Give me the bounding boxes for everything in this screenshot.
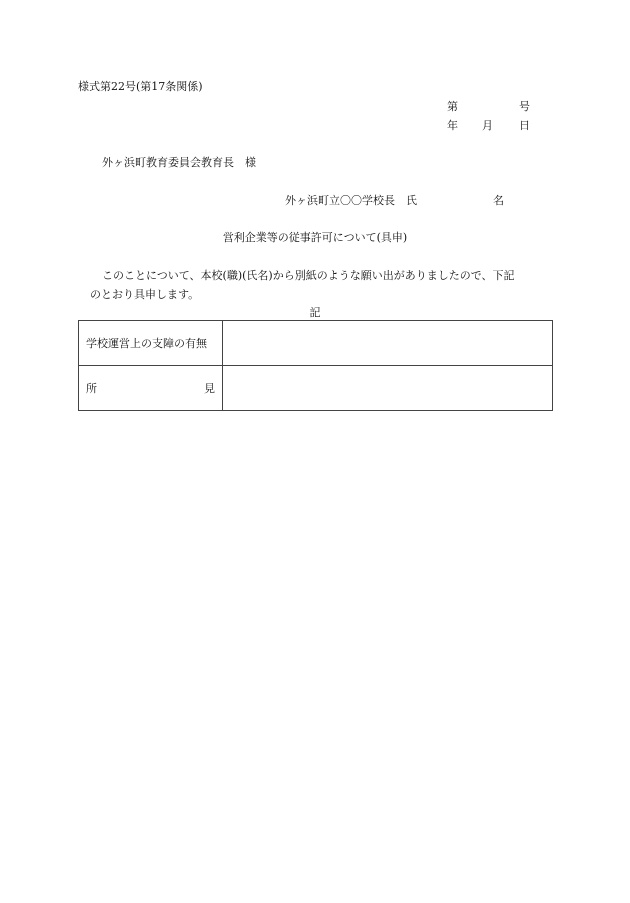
obstacle-label: 学校運営上の支障の有無 <box>86 337 207 350</box>
document-title: 営利企業等の従事許可について(具申) <box>222 231 408 244</box>
obstacle-label-cell <box>79 321 223 366</box>
sender-name-label: 名 <box>493 194 504 207</box>
year-label: 年 <box>447 119 458 132</box>
form-number: 様式第22号(第17条関係) <box>78 80 203 93</box>
sender <box>285 194 504 207</box>
sender-title: 外ヶ浜町立〇〇学校長 氏 <box>285 194 417 207</box>
opinion-value-cell[interactable] <box>223 366 553 411</box>
day-label: 日 <box>519 119 530 132</box>
number-suffix: 号 <box>519 100 530 113</box>
opinion-label-right: 見 <box>204 382 215 395</box>
table-row <box>79 366 553 411</box>
body-line-1: このことについて、本校(職)(氏名)から別紙のような願い出がありましたので、下記 <box>102 269 515 282</box>
form-table <box>78 320 553 411</box>
opinion-label-cell <box>79 366 223 411</box>
table-row <box>79 321 553 366</box>
month-label: 月 <box>482 119 493 132</box>
opinion-label-left: 所 <box>86 382 97 395</box>
number-prefix: 第 <box>447 100 458 113</box>
addressee: 外ヶ浜町教育委員会教育長 様 <box>102 156 256 169</box>
ki-heading: 記 <box>309 306 321 319</box>
obstacle-value-cell[interactable] <box>223 321 553 366</box>
body-line-2: のとおり具申します。 <box>90 288 200 301</box>
